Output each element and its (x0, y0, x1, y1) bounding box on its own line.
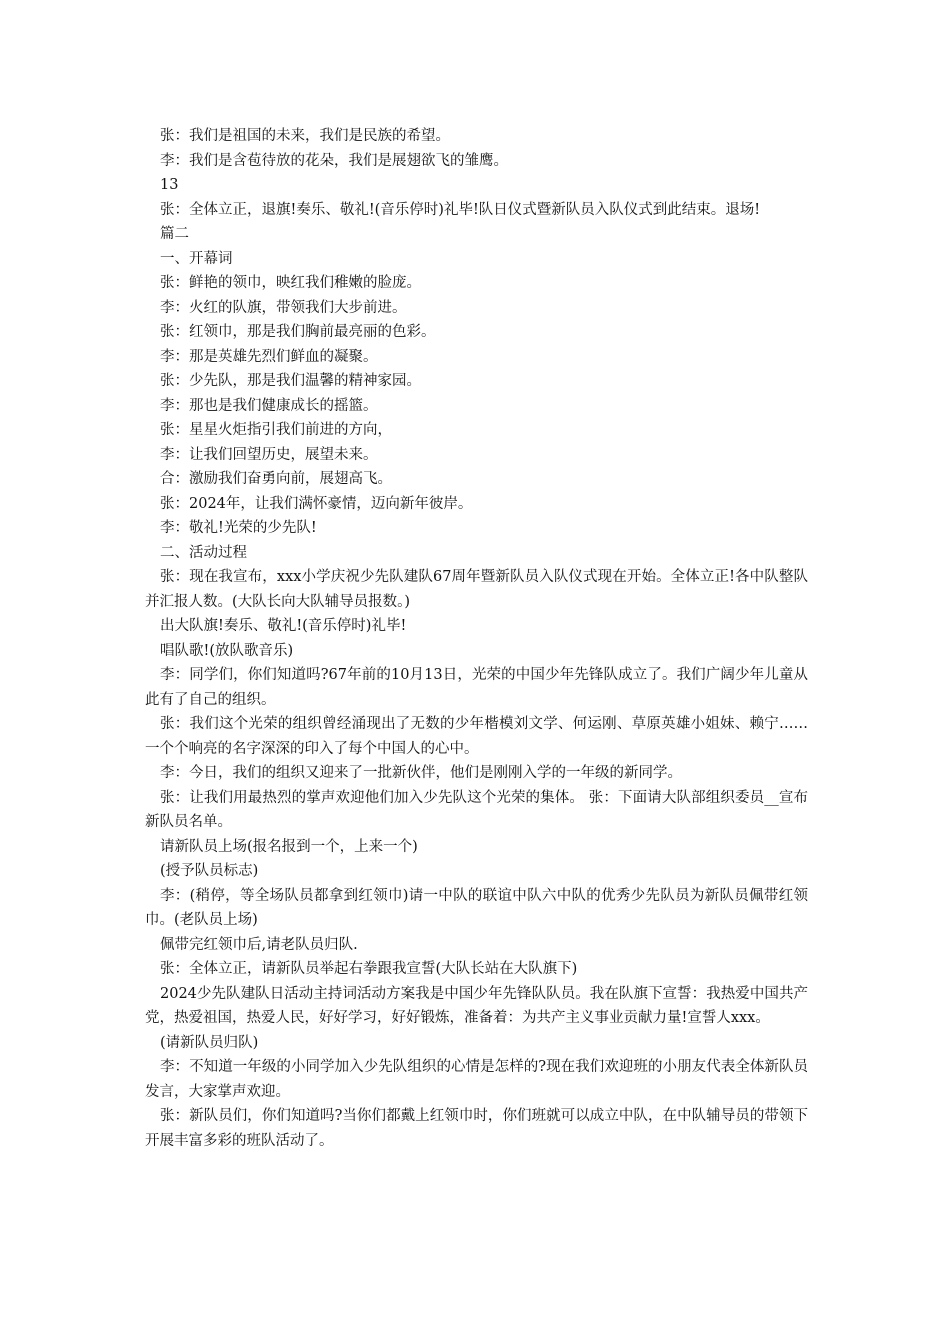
paragraph: 李：我们是含苞待放的花朵，我们是展翅欲飞的雏鹰。 (160, 152, 508, 169)
paragraph: 张：红领巾，那是我们胸前最亮丽的色彩。 (160, 324, 436, 340)
paragraph: 唱队歌!(放队歌音乐) (160, 642, 294, 659)
paragraph: 张：少先队，那是我们温馨的精神家园。 (160, 373, 421, 389)
paragraph: 2024少先队建队日活动主持词活动方案我是中国少年先锋队队员。我在队旗下宣誓：我热爱中国共产党，热爱祖国，热爱人民，好好学习，好好锻炼，准备着：为共产主义事业贡献力量!宣誓人xxx。 (145, 985, 808, 1026)
page-number-text: 13 (160, 177, 179, 193)
paragraph: 张：让我们用最热烈的掌声欢迎他们加入少先队这个光荣的集体。 张：下面请大队部组织委员__宣布新队员名单。 (145, 789, 808, 830)
paragraph: 张：星星火炬指引我们前进的方向， (160, 422, 392, 438)
paragraph: 李：让我们回望历史，展望未来。 (160, 446, 378, 463)
section-heading: 二、活动过程 (160, 544, 247, 561)
paragraph: 李：敬礼!光荣的少先队! (160, 520, 317, 536)
section-heading: 一、开幕词 (160, 250, 233, 267)
paragraph: (请新队员归队) (160, 1034, 259, 1051)
paragraph: 李：今日，我们的组织又迎来了一批新伙伴，他们是刚刚入学的一年级的新同学。 (160, 765, 682, 781)
paragraph: 张：现在我宣布，xxx小学庆祝少先队建队67周年暨新队员入队仪式现在开始。全体立正!各中队整队并汇报人数。(大队长向大队辅导员报数。) (145, 569, 808, 610)
section-heading: 篇二 (160, 226, 189, 242)
paragraph: 李：同学们，你们知道吗?67年前的10月13日，光荣的中国少年先锋队成立了。我们广阔少年儿童从此有了自己的组织。 (145, 667, 808, 708)
paragraph: 佩带完红领巾后,请老队员归队. (160, 936, 358, 953)
paragraph: (授予队员标志) (160, 863, 259, 879)
paragraph: 张：我们是祖国的未来，我们是民族的希望。 (160, 128, 450, 144)
paragraph: 张：新队员们，你们知道吗?当你们都戴上红领巾时，你们班就可以成立中队，在中队辅导员的带领下开展丰富多彩的班队活动了。 (145, 1108, 808, 1149)
paragraph: 李：那是英雄先烈们鲜血的凝聚。 (160, 348, 378, 365)
paragraph: 李：那也是我们健康成长的摇篮。 (160, 397, 378, 414)
paragraph: 请新队员上场(报名报到一个，上来一个) (160, 838, 418, 855)
paragraph: 出大队旗!奏乐、敬礼!(音乐停时)礼毕! (160, 618, 407, 634)
paragraph: 李：火红的队旗，带领我们大步前进。 (160, 299, 407, 316)
paragraph: 张：全体立正，请新队员举起右拳跟我宣誓(大队长站在大队旗下) (160, 961, 578, 977)
paragraph: 张：鲜艳的领巾，映红我们稚嫩的脸庞。 (160, 275, 421, 291)
paragraph: 张：全体立正，退旗!奏乐、敬礼!(音乐停时)礼毕!队日仪式暨新队员入队仪式到此结束。退场! (160, 201, 761, 218)
paragraph: 合：激励我们奋勇向前，展翅高飞。 (160, 471, 392, 487)
paragraph: 张：2024年，让我们满怀豪情，迈向新年彼岸。 (160, 495, 473, 512)
paragraph: 张：我们这个光荣的组织曾经涌现出了无数的少年楷模刘文学、何运刚、草原英雄小姐妹、赖宁……一个个响亮的名字深深的印入了每个中国人的心中。 (145, 716, 808, 757)
paragraph: 李：(稍停，等全场队员都拿到红领巾)请一中队的联谊中队六中队的优秀少先队员为新队员佩带红领巾。(老队员上场) (145, 887, 808, 928)
paragraph: 李：不知道一年级的小同学加入少先队组织的心情是怎样的?现在我们欢迎班的小朋友代表全体新队员发言，大家掌声欢迎。 (145, 1059, 808, 1100)
